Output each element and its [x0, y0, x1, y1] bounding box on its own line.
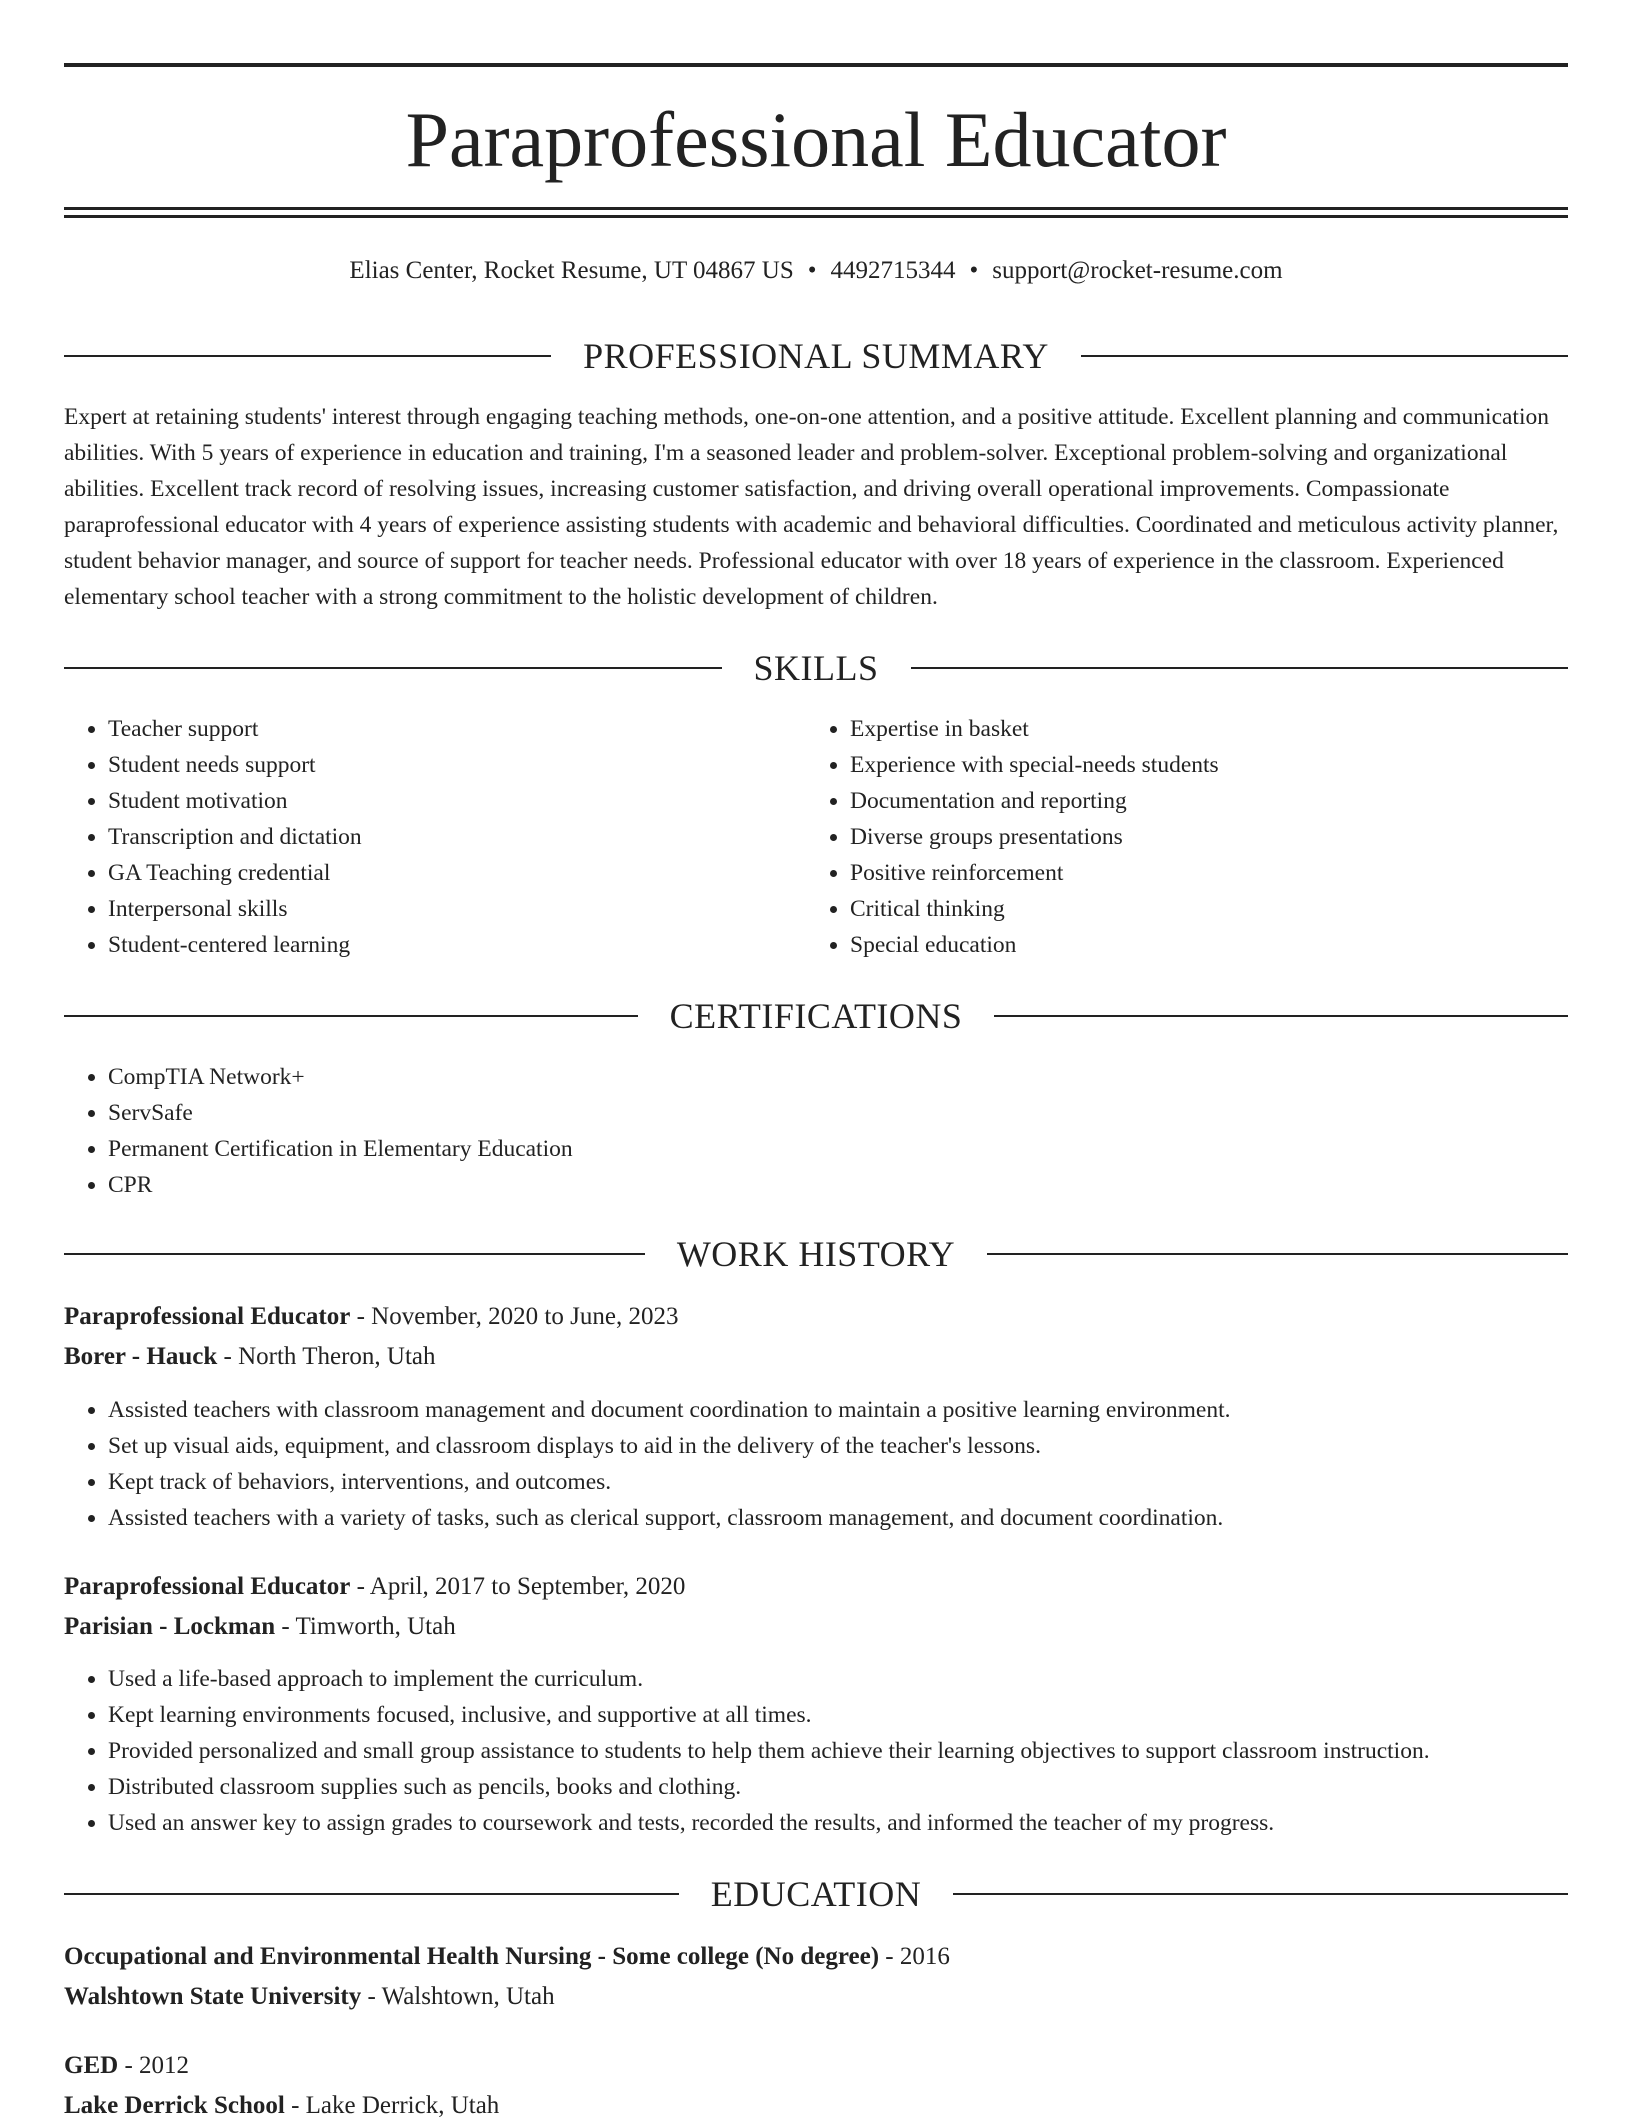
section-heading-certifications: [64, 993, 1568, 1039]
skill-item: • Positive reinforcement: [850, 855, 1590, 891]
contact-email: support@rocket-resume.com: [992, 257, 1283, 284]
skill-item: • Special education: [850, 927, 1590, 963]
heading-rule: [64, 1893, 679, 1895]
job-title-line: [64, 1567, 1568, 1607]
heading-rule: [1081, 355, 1568, 357]
job-role: Paraprofessional Educator: [64, 1303, 351, 1330]
top-rule: [64, 63, 1568, 67]
certification-item: • ServSafe: [108, 1095, 1588, 1131]
job-location: - North Theron, Utah: [217, 1343, 436, 1370]
heading-rule: [994, 1015, 1568, 1017]
heading-rule: [64, 667, 722, 669]
education-degree-line: [64, 1937, 1568, 1977]
education-degree: Occupational and Environmental Health Nursing - Some college (No degree): [64, 1943, 880, 1970]
job-bullet: • Used a life-based approach to implement the curriculum.: [108, 1661, 1588, 1697]
skill-item: • Documentation and reporting: [850, 783, 1590, 819]
heading-rule: [911, 667, 1569, 669]
job-bullet: • Set up visual aids, equipment, and classroom displays to aid in the delivery of the teacher's lessons.: [108, 1428, 1588, 1464]
job-bullet: • Assisted teachers with a variety of tasks, such as clerical support, classroom management, and document coordination.: [108, 1500, 1588, 1536]
education-location: - Walshtown, Utah: [361, 1983, 555, 2010]
heading-rule: [64, 1253, 645, 1255]
contact-line: [0, 253, 1632, 289]
contact-separator: •: [969, 257, 979, 284]
skill-item: • Student-centered learning: [108, 927, 788, 963]
section-title: SKILLS: [753, 648, 879, 688]
certifications-list: [64, 1059, 1588, 1203]
section-title: CERTIFICATIONS: [669, 996, 963, 1036]
title-double-rule-upper: [64, 207, 1568, 210]
education-location: - Lake Derrick, Utah: [284, 2092, 500, 2119]
job-company: Borer - Hauck: [64, 1343, 218, 1370]
skills-list-right: [806, 711, 1590, 963]
education-year: - 2016: [879, 1943, 950, 1970]
heading-rule: [953, 1893, 1568, 1895]
summary-paragraph: Expert at retaining students' interest through engaging teaching methods, one-on-one attention, and a positive attitude. Excellent planning and communication abilities. With 5 years of experience in education and training, I'm a seasoned leader and problem-solver. Exceptional problem-solving and organizational abilities. Excellent track record of resolving issues, increasing customer satisfaction, and driving overall operational improvements. Compassionate paraprofessional educator with 4 years of experience assisting students with academic and behavioral difficulties. Coordinated and meticulous activity planner, student behavior manager, and source of support for teacher needs. Professional educator with over 18 years of experience in the classroom. Experienced elementary school teacher with a strong commitment to the holistic development of children.: [64, 404, 1559, 610]
skill-item: • Experience with special-needs students: [850, 747, 1590, 783]
skill-item: • Student motivation: [108, 783, 788, 819]
education-school: Walshtown State University: [64, 1983, 362, 2010]
education-school: Lake Derrick School: [64, 2092, 285, 2119]
contact-separator: •: [807, 257, 817, 284]
skill-item: • GA Teaching credential: [108, 855, 788, 891]
skill-item: • Student needs support: [108, 747, 788, 783]
education-school-line: [64, 1977, 1568, 2017]
job-dates: - April, 2017 to September, 2020: [350, 1573, 686, 1600]
section-title: EDUCATION: [710, 1874, 922, 1914]
skill-item: • Interpersonal skills: [108, 891, 788, 927]
job-bullet: • Used an answer key to assign grades to coursework and tests, recorded the results, and informed the teacher of my progress.: [108, 1805, 1588, 1841]
section-heading-skills: [64, 645, 1568, 691]
skill-item: • Transcription and dictation: [108, 819, 788, 855]
heading-rule: [64, 355, 551, 357]
skill-item: • Diverse groups presentations: [850, 819, 1590, 855]
job-dates: - November, 2020 to June, 2023: [350, 1303, 679, 1330]
job-role: Paraprofessional Educator: [64, 1573, 351, 1600]
job-bullets: [64, 1392, 1588, 1536]
education-degree: GED: [64, 2052, 119, 2079]
job-company-line: [64, 1607, 1568, 1647]
job-bullet: • Assisted teachers with classroom management and document coordination to maintain a positive learning environment.: [108, 1392, 1588, 1428]
contact-phone: 4492715344: [830, 257, 956, 284]
job-bullet: • Kept learning environments focused, inclusive, and supportive at all times.: [108, 1697, 1588, 1733]
certification-item: • Permanent Certification in Elementary Education: [108, 1131, 1588, 1167]
heading-rule: [64, 1015, 638, 1017]
skill-item: • Teacher support: [108, 711, 788, 747]
section-title: WORK HISTORY: [676, 1234, 956, 1274]
section-heading-summary: [64, 333, 1568, 379]
job-location: - Timworth, Utah: [275, 1613, 456, 1640]
job-bullet: • Kept track of behaviors, interventions, and outcomes.: [108, 1464, 1588, 1500]
job-bullets: [64, 1661, 1588, 1841]
job-company: Parisian - Lockman: [64, 1613, 276, 1640]
certification-item: • CompTIA Network+: [108, 1059, 1588, 1095]
section-heading-education: [64, 1871, 1568, 1917]
page-title: Paraprofessional Educator: [405, 96, 1227, 183]
job-bullet: • Distributed classroom supplies such as pencils, books and clothing.: [108, 1769, 1588, 1805]
education-degree-line: [64, 2046, 1568, 2086]
job-bullet: • Provided personalized and small group assistance to students to help them achieve their learning objectives to support classroom instruction.: [108, 1733, 1588, 1769]
job-title-line: [64, 1297, 1568, 1337]
certification-item: • CPR: [108, 1167, 1588, 1203]
heading-rule: [987, 1253, 1568, 1255]
education-school-line: [64, 2086, 1568, 2126]
section-title: PROFESSIONAL SUMMARY: [583, 336, 1049, 376]
skill-item: • Expertise in basket: [850, 711, 1590, 747]
skills-list-left: [64, 711, 788, 963]
skill-item: • Critical thinking: [850, 891, 1590, 927]
contact-address: Elias Center, Rocket Resume, UT 04867 US: [349, 257, 794, 284]
title-double-rule-lower: [64, 215, 1568, 218]
section-heading-work-history: [64, 1231, 1568, 1277]
education-year: - 2012: [118, 2052, 190, 2079]
job-company-line: [64, 1337, 1568, 1377]
